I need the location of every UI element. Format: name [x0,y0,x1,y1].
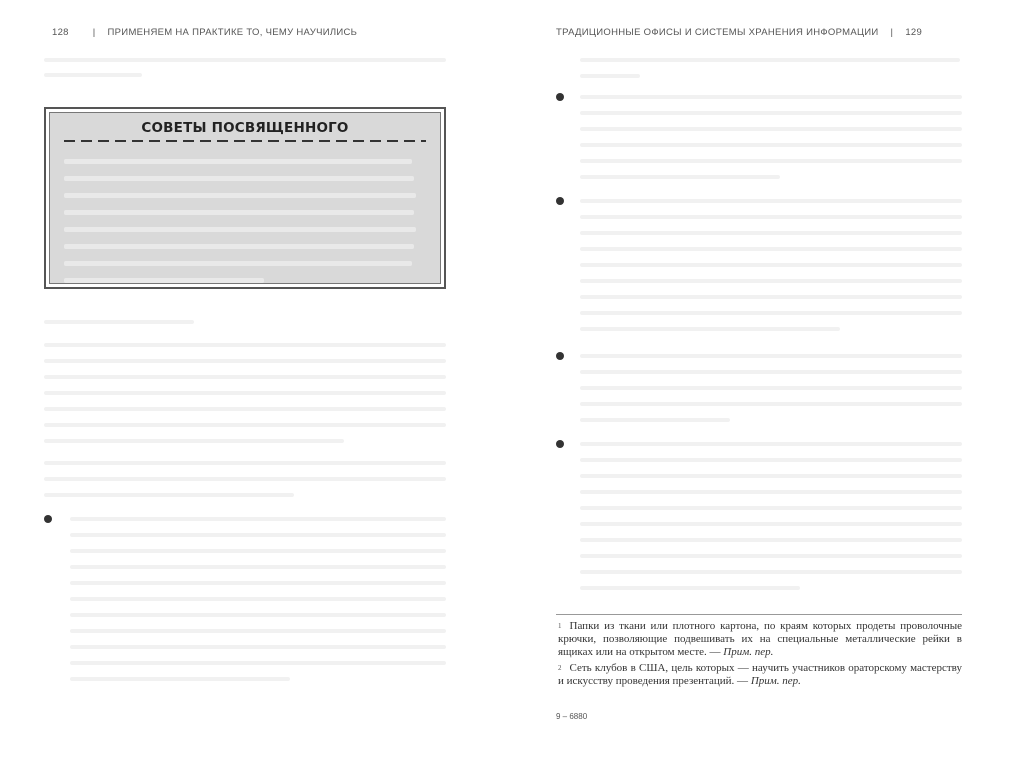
faded-text-line [580,354,962,358]
faded-text-line [44,73,142,77]
faded-text-line [580,522,962,526]
footnote-2 [558,662,962,688]
faded-text-line [44,461,446,465]
faded-text-line [70,645,446,649]
faded-tip-line [64,210,414,215]
faded-text-line [580,442,962,446]
faded-tip-line [64,176,414,181]
footnote-marker: 1 [558,622,562,630]
faded-text-line [580,386,962,390]
faded-text-line [70,629,446,633]
faded-text-line [580,159,962,163]
page-number-right: 129 [905,27,923,38]
list-bullet [556,93,564,101]
faded-text-line [580,586,800,590]
page-number-left: 128 [52,27,69,38]
faded-text-line [580,506,962,510]
faded-text-line [580,327,840,331]
footnote-text: Папки из ткани или плотного картона, по краям которых продеты проволочные крючки, позволяющие подвешивать их на специальные металлические рейки в ящиках или на открытом месте. — [558,620,962,658]
faded-text-line [580,127,962,131]
faded-text-line [44,493,294,497]
faded-text-line [580,95,962,99]
faded-text-line [580,247,962,251]
faded-text-line [580,263,962,267]
faded-text-line [70,581,446,585]
faded-text-line [580,490,962,494]
faded-text-line [44,407,446,411]
faded-text-line [44,359,446,363]
faded-text-line [44,343,446,347]
running-head-separator: | [92,27,96,38]
faded-tip-line [64,227,416,232]
list-bullet [44,515,52,523]
faded-text-line [580,538,962,542]
faded-text-line [580,143,962,147]
faded-text-line [580,474,962,478]
faded-text-line [580,215,962,219]
footnote-translator-tag: Прим. пер. [723,646,774,658]
right-running-head [556,27,922,38]
faded-text-line [44,58,446,62]
faded-text-line [580,199,962,203]
faded-text-line [70,597,446,601]
list-bullet [556,352,564,360]
faded-text-line [44,423,446,427]
faded-text-line [44,375,446,379]
running-head-separator: | [890,27,894,38]
faded-text-line [580,295,962,299]
faded-text-line [580,111,962,115]
insider-tips-box [44,107,446,289]
faded-text-line [70,677,290,681]
faded-text-line [580,74,640,78]
faded-tip-line [64,261,412,266]
faded-text-line [44,439,344,443]
footnote-1 [558,620,962,659]
printer-signature: 9 – 6880 [556,712,588,721]
faded-text-line [580,279,962,283]
faded-text-line [580,458,962,462]
faded-tip-line [64,159,412,164]
faded-text-line [580,570,962,574]
faded-text-line [70,613,446,617]
faded-text-line [580,58,960,62]
faded-tip-line [64,244,414,249]
faded-text-line [580,554,962,558]
running-head-title-left: ПРИМЕНЯЕМ НА ПРАКТИКЕ ТО, ЧЕМУ НАУЧИЛИСЬ [107,27,358,38]
faded-text-line [44,477,446,481]
faded-text-line [580,311,962,315]
faded-text-line [70,565,446,569]
faded-text-line [70,661,446,665]
faded-text-line [580,231,962,235]
left-page [0,0,500,771]
faded-text-line [580,402,962,406]
faded-tip-line [64,193,416,198]
faded-text-line [580,175,780,179]
insider-tips-title: СОВЕТЫ ПОСВЯЩЕННОГО [141,120,349,136]
faded-text-line [44,391,446,395]
faded-text-line [580,418,730,422]
list-bullet [556,197,564,205]
faded-tip-line [64,278,264,283]
list-bullet [556,440,564,448]
footnote-text: Сеть клубов в США, цель которых — научить участников ораторскому мастерству и искусству проведения презентаций. — [558,662,962,687]
footnote-translator-tag: Прим. пер. [750,675,801,687]
faded-text-line [70,517,446,521]
footnote-marker: 2 [558,664,562,672]
footnote-rule [556,614,962,615]
left-running-head [52,27,357,38]
faded-text-line [44,320,194,324]
insider-tips-box-inner [49,112,441,284]
faded-text-line [580,370,962,374]
faded-text-line [70,549,446,553]
faded-text-line [70,533,446,537]
dashed-divider [64,140,426,142]
running-head-title-right: ТРАДИЦИОННЫЕ ОФИСЫ И СИСТЕМЫ ХРАНЕНИЯ ИНФОРМАЦИИ [556,27,879,38]
